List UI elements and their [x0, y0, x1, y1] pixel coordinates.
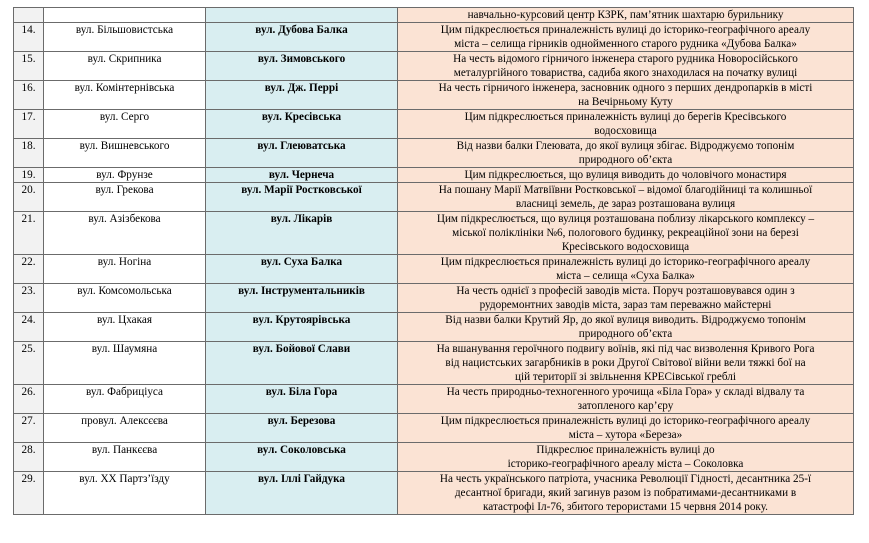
justification-line: Кресівського водосховища: [561, 241, 690, 253]
justification-line: Цим підкреслюється приналежність вулиці до берегів Кресівського: [464, 111, 787, 123]
new-street-name: вул. Чернеча: [206, 168, 398, 183]
justification-line: природного об’єкта: [578, 154, 673, 166]
new-street-name: вул. Суха Балка: [206, 255, 398, 284]
table-row: [14, 385, 854, 414]
old-street-name: вул. Більшовистська: [44, 23, 206, 52]
table-row: [14, 52, 854, 81]
rename-justification: [398, 168, 854, 183]
table-row: [14, 183, 854, 212]
new-street-name: вул. Глеюватська: [206, 139, 398, 168]
street-renaming-table: [13, 7, 854, 515]
row-number: 16.: [14, 81, 44, 110]
table-body: [14, 8, 854, 515]
table-row: [14, 168, 854, 183]
justification-line: цій території зі звільнення КРЕСівської греблі: [515, 371, 736, 383]
new-street-name: [206, 8, 398, 23]
old-street-name: вул. Фабриціуса: [44, 385, 206, 414]
justification-line: історико-географічного ареалу міста – Соколовка: [507, 458, 744, 470]
rename-justification: [398, 472, 854, 515]
row-number: 15.: [14, 52, 44, 81]
justification-line: природного об’єкта: [578, 328, 673, 340]
table-row: [14, 8, 854, 23]
justification-line: Від назви балки Крутий Яр, до якої вулиця виводить. Відроджуємо топонім: [445, 314, 806, 326]
rename-justification: [398, 81, 854, 110]
justification-line: рудоремонтних заводів міста, зараз там переважно майстерні: [479, 299, 772, 311]
justification-line: Цим підкреслюється приналежність вулиці до історико-географічного ареалу: [440, 256, 811, 268]
justification-line: навчально-курсовий центр КЗРК, пам’ятник шахтарю бурильнику: [467, 9, 784, 21]
row-number: 21.: [14, 212, 44, 255]
old-street-name: вул. Цхакая: [44, 313, 206, 342]
justification-line: Від назви балки Глеювата, до якої вулиця збігає. Відроджуємо топонім: [456, 140, 795, 152]
old-street-name: вул. Панкєєва: [44, 443, 206, 472]
table-row: [14, 139, 854, 168]
table-row: [14, 81, 854, 110]
new-street-name: вул. Березова: [206, 414, 398, 443]
new-street-name: вул. Дж. Перрі: [206, 81, 398, 110]
new-street-name: вул. Лікарів: [206, 212, 398, 255]
justification-line: Цим підкреслюється приналежність вулиці до історико-географічного ареалу: [440, 24, 811, 36]
justification-line: затопленого кар’єру: [577, 400, 674, 412]
new-street-name: вул. Інструментальників: [206, 284, 398, 313]
old-street-name: вул. Азізбекова: [44, 212, 206, 255]
justification-line: Підкреслює приналежність вулиці до: [536, 444, 715, 456]
justification-line: Цим підкреслюється, що вулиця розташована поблизу лікарського комплексу –: [436, 213, 815, 225]
justification-line: На честь гірничого інженера, засновник одного з перших дендропарків в місті: [438, 82, 813, 94]
rename-justification: [398, 52, 854, 81]
old-street-name: вул. Грекова: [44, 183, 206, 212]
row-number: 18.: [14, 139, 44, 168]
table-row: [14, 212, 854, 255]
justification-line: На вшанування героїчного подвигу воїнів, які під час визволення Кривого Рога: [436, 343, 815, 355]
rename-justification: [398, 8, 854, 23]
rename-justification: [398, 385, 854, 414]
row-number: 28.: [14, 443, 44, 472]
old-street-name: вул. Комінтернівська: [44, 81, 206, 110]
new-street-name: вул. Бойової Слави: [206, 342, 398, 385]
new-street-name: вул. Кресівська: [206, 110, 398, 139]
row-number: 24.: [14, 313, 44, 342]
row-number: 20.: [14, 183, 44, 212]
rename-justification: [398, 139, 854, 168]
justification-line: На честь природньо-техногенного урочища «Біла Гора» у складі відвалу та: [446, 386, 805, 398]
row-number: 19.: [14, 168, 44, 183]
rename-justification: [398, 414, 854, 443]
rename-justification: [398, 313, 854, 342]
old-street-name: вул. Фрунзе: [44, 168, 206, 183]
table-row: [14, 443, 854, 472]
rename-justification: [398, 23, 854, 52]
old-street-name: вул. Вишневського: [44, 139, 206, 168]
table-row: [14, 110, 854, 139]
justification-line: міської поліклініки №6, пологового будинку, рекреаційної зони на березі: [452, 227, 799, 239]
row-number: 29.: [14, 472, 44, 515]
row-number: 26.: [14, 385, 44, 414]
rename-justification: [398, 110, 854, 139]
row-number: 17.: [14, 110, 44, 139]
table-row: [14, 414, 854, 443]
old-street-name: вул. Серго: [44, 110, 206, 139]
table-row: [14, 342, 854, 385]
row-number: 14.: [14, 23, 44, 52]
justification-line: металургійного товариства, садиба якого знаходилася на початку вулиці: [453, 67, 798, 79]
new-street-name: вул. Зимовського: [206, 52, 398, 81]
table-row: [14, 472, 854, 515]
rename-justification: [398, 443, 854, 472]
justification-line: міста – селища гірників однойменного старого рудника «Дубова Балка»: [454, 38, 797, 50]
new-street-name: вул. Крутоярівська: [206, 313, 398, 342]
row-number: 25.: [14, 342, 44, 385]
justification-line: На честь українського патріота, учасника Революції Гідності, десантника 25-ї: [439, 473, 812, 485]
rename-justification: [398, 342, 854, 385]
table-row: [14, 23, 854, 52]
table-row: [14, 313, 854, 342]
justification-line: Цим підкреслюється приналежність вулиці до історико-географічного ареалу: [440, 415, 811, 427]
old-street-name: вул. Шаумяна: [44, 342, 206, 385]
justification-line: власниці земель, де зараз розташована вулиця: [515, 198, 736, 210]
old-street-name: вул. Скрипника: [44, 52, 206, 81]
new-street-name: вул. Дубова Балка: [206, 23, 398, 52]
row-number: 22.: [14, 255, 44, 284]
justification-line: катастрофі Іл-76, збитого терористами 15 червня 2014 року.: [483, 501, 768, 513]
justification-line: на Вечірньому Куту: [578, 96, 673, 108]
new-street-name: вул. Біла Гора: [206, 385, 398, 414]
justification-line: десантної бригади, який загинув разом із побратимами-десантниками в: [454, 487, 797, 499]
justification-line: На честь відомого гірничого інженера старого рудника Новоросійського: [453, 53, 798, 65]
justification-line: Цим підкреслюється, що вулиця виводить до чоловічого монастиря: [464, 169, 787, 181]
justification-line: від нацистських загарбників в роки Другої Світової війни вели тяжкі бої на: [445, 357, 806, 369]
row-number: [14, 8, 44, 23]
new-street-name: вул. Марії Ростковської: [206, 183, 398, 212]
row-number: 23.: [14, 284, 44, 313]
table-row: [14, 284, 854, 313]
justification-line: водосховища: [594, 125, 657, 137]
rename-justification: [398, 212, 854, 255]
rename-justification: [398, 284, 854, 313]
old-street-name: вул. XX Партз’їзду: [44, 472, 206, 515]
justification-line: міста – селища «Суха Балка»: [556, 270, 695, 282]
old-street-name: [44, 8, 206, 23]
old-street-name: вул. Комсомольська: [44, 284, 206, 313]
new-street-name: вул. Іллі Гайдука: [206, 472, 398, 515]
justification-line: На честь однієї з професій заводів міста. Поруч розташовувався один з: [456, 285, 795, 297]
new-street-name: вул. Соколовська: [206, 443, 398, 472]
rename-justification: [398, 255, 854, 284]
rename-justification: [398, 183, 854, 212]
justification-line: На пошану Марії Матвіївни Ростковської – відомої благодійниці та колишньої: [438, 184, 813, 196]
justification-line: міста – хутора «Береза»: [568, 429, 683, 441]
old-street-name: провул. Алексєєва: [44, 414, 206, 443]
old-street-name: вул. Ногіна: [44, 255, 206, 284]
row-number: 27.: [14, 414, 44, 443]
table-row: [14, 255, 854, 284]
